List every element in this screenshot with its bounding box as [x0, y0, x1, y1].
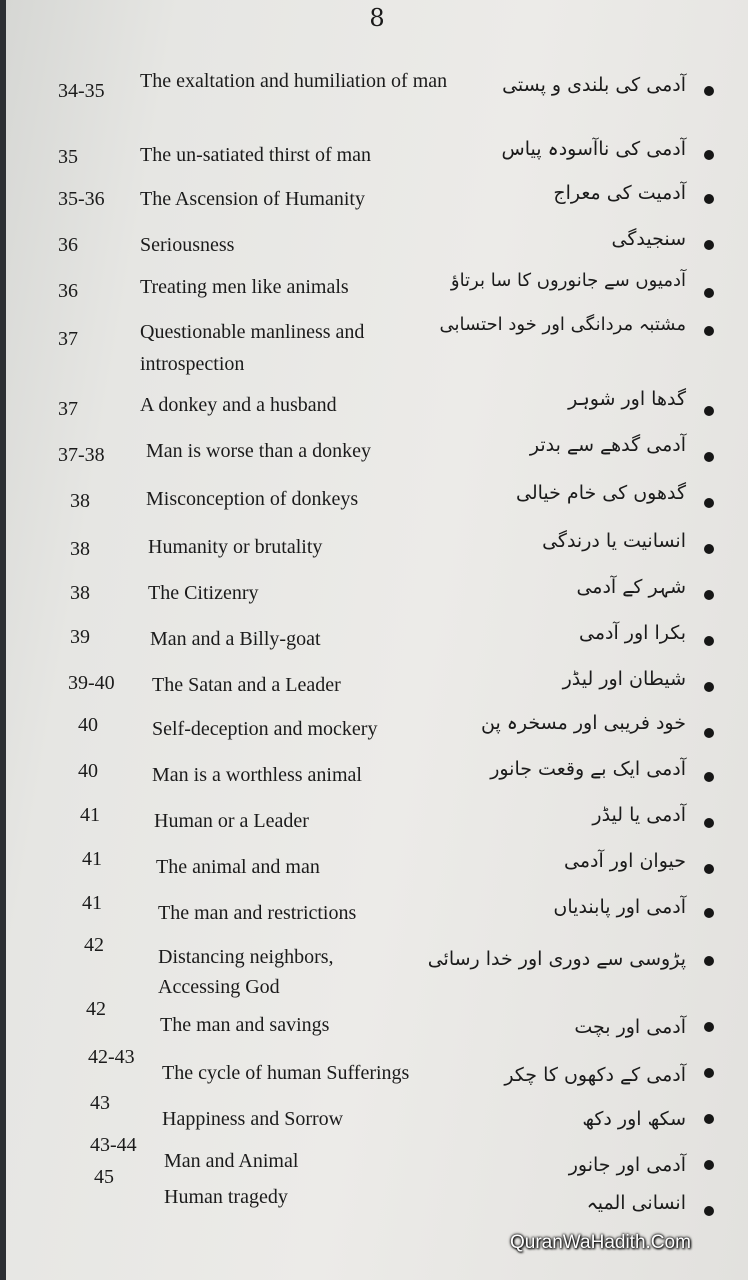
entry-urdu-title: آدمی گدھے سے بدتر	[529, 434, 686, 456]
bullet-icon	[704, 1022, 714, 1032]
bullet-icon	[704, 1206, 714, 1216]
bullet-icon	[704, 498, 714, 508]
entry-urdu-title: مشتبہ مردانگی اور خود احتسابی	[439, 314, 686, 335]
entry-title: The exaltation and humiliation of man	[140, 70, 448, 92]
entry-pages: 40	[78, 714, 98, 736]
entry-urdu-title: گدھوں کی خام خیالی	[516, 482, 686, 504]
watermark-text: QuranWaHadith.Com	[510, 1232, 691, 1253]
entry-title: Man and a Billy-goat	[150, 628, 321, 650]
bullet-icon	[704, 956, 714, 966]
entry-title: Man and Animal	[164, 1150, 299, 1172]
entry-title: Humanity or brutality	[148, 536, 323, 558]
entry-urdu-title: شہر کے آدمی	[576, 576, 686, 598]
bullet-icon	[704, 1160, 714, 1170]
entry-pages: 40	[78, 760, 98, 782]
bullet-icon	[704, 818, 714, 828]
bullet-icon	[704, 682, 714, 692]
entry-title: Man is worse than a donkey	[146, 440, 371, 462]
contents-list	[6, 0, 748, 1280]
bullet-icon	[704, 864, 714, 874]
entry-pages: 42	[86, 998, 106, 1020]
entry-pages: 38	[70, 582, 90, 604]
book-page	[6, 0, 748, 1280]
entry-urdu-title: آدمی اور پابندیاں	[553, 896, 686, 918]
entry-pages: 41	[82, 892, 102, 914]
entry-pages: 38	[70, 538, 90, 560]
bullet-icon	[704, 728, 714, 738]
entry-pages: 37	[58, 328, 78, 350]
entry-title: Questionable manliness and introspection	[140, 321, 365, 375]
entry-pages: 42	[84, 934, 104, 956]
entry-title: Happiness and Sorrow	[162, 1108, 344, 1130]
bullet-icon	[704, 194, 714, 204]
entry-pages: 34-35	[58, 80, 105, 102]
bullet-icon	[704, 590, 714, 600]
page-number: 8	[369, 4, 385, 32]
entry-urdu-title: بکرا اور آدمی	[578, 622, 686, 644]
entry-urdu-title: آدمی کی بلندی و پستی	[502, 74, 686, 96]
entry-urdu-title: آدمی اور جانور	[568, 1154, 686, 1176]
bullet-icon	[704, 1068, 714, 1078]
bullet-icon	[704, 150, 714, 160]
bullet-icon	[704, 86, 714, 96]
entry-title: Human tragedy	[164, 1186, 288, 1208]
entry-title: Man is a worthless animal	[152, 764, 362, 786]
entry-pages: 43-44	[90, 1134, 137, 1156]
entry-urdu-title: آدمی کے دکھوں کا چکر	[504, 1064, 686, 1086]
entry-pages: 42-43	[88, 1046, 135, 1068]
entry-title: The Satan and a Leader	[152, 674, 341, 696]
entry-pages: 37-38	[58, 444, 105, 466]
entry-pages: 39	[70, 626, 90, 648]
entry-title: A donkey and a husband	[140, 394, 337, 416]
entry-title: The man and savings	[160, 1014, 330, 1036]
entry-pages: 43	[90, 1092, 110, 1114]
entry-urdu-title: آدمیت کی معراج	[553, 182, 686, 204]
entry-urdu-title: سکھ اور دکھ	[582, 1108, 686, 1130]
entry-pages: 41	[82, 848, 102, 870]
entry-urdu-title: سنجیدگی	[611, 228, 686, 250]
bullet-icon	[704, 636, 714, 646]
entry-pages: 35-36	[58, 188, 105, 210]
entry-urdu-title: آدمی ایک بے وقعت جانور	[490, 758, 686, 780]
bullet-icon	[704, 544, 714, 554]
entry-pages: 39-40	[68, 672, 115, 694]
entry-title: Self-deception and mockery	[152, 718, 378, 740]
entry-urdu-title: آدمی کی ناآسودہ پیاس	[501, 138, 686, 160]
bullet-icon	[704, 288, 714, 298]
entry-title: Distancing neighbors, Accessing God	[158, 946, 334, 998]
bullet-icon	[704, 1114, 714, 1124]
entry-title: Treating men like animals	[140, 276, 349, 298]
bullet-icon	[704, 772, 714, 782]
entry-urdu-title: آدمیوں سے جانوروں کا سا برتاؤ	[450, 270, 686, 291]
entry-urdu-title: حیوان اور آدمی	[564, 850, 686, 872]
entry-title: The man and restrictions	[158, 902, 357, 924]
entry-urdu-title: آدمی اور بچت	[574, 1016, 686, 1038]
entry-pages: 36	[58, 234, 78, 256]
entry-pages: 36	[58, 280, 78, 302]
entry-pages: 45	[94, 1166, 114, 1188]
entry-title: Human or a Leader	[154, 810, 309, 832]
entry-urdu-title: پڑوسی سے دوری اور خدا رسائی	[427, 948, 686, 970]
entry-title: Misconception of donkeys	[146, 488, 359, 510]
entry-pages: 37	[58, 398, 78, 420]
entry-pages: 38	[70, 490, 90, 512]
entry-urdu-title: انسانیت یا درندگی	[542, 530, 686, 552]
bullet-icon	[704, 908, 714, 918]
entry-pages: 35	[58, 146, 78, 168]
entry-title: The Ascension of Humanity	[140, 188, 365, 210]
bullet-icon	[704, 452, 714, 462]
entry-urdu-title: انسانی المیہ	[586, 1192, 686, 1214]
entry-urdu-title: خود فریبی اور مسخرہ پن	[481, 712, 686, 734]
entry-urdu-title: آدمی یا لیڈر	[592, 804, 686, 826]
bullet-icon	[704, 406, 714, 416]
entry-title: Seriousness	[140, 234, 235, 256]
bullet-icon	[704, 326, 714, 336]
bullet-icon	[704, 240, 714, 250]
entry-title: The animal and man	[156, 856, 320, 878]
entry-title: The Citizenry	[148, 582, 259, 604]
entry-pages: 41	[80, 804, 100, 826]
entry-urdu-title: شیطان اور لیڈر	[562, 668, 686, 690]
entry-title: The un-satiated thirst of man	[140, 144, 372, 166]
entry-title: The cycle of human Sufferings	[162, 1062, 410, 1084]
entry-urdu-title: گدھا اور شوہر	[568, 388, 686, 410]
